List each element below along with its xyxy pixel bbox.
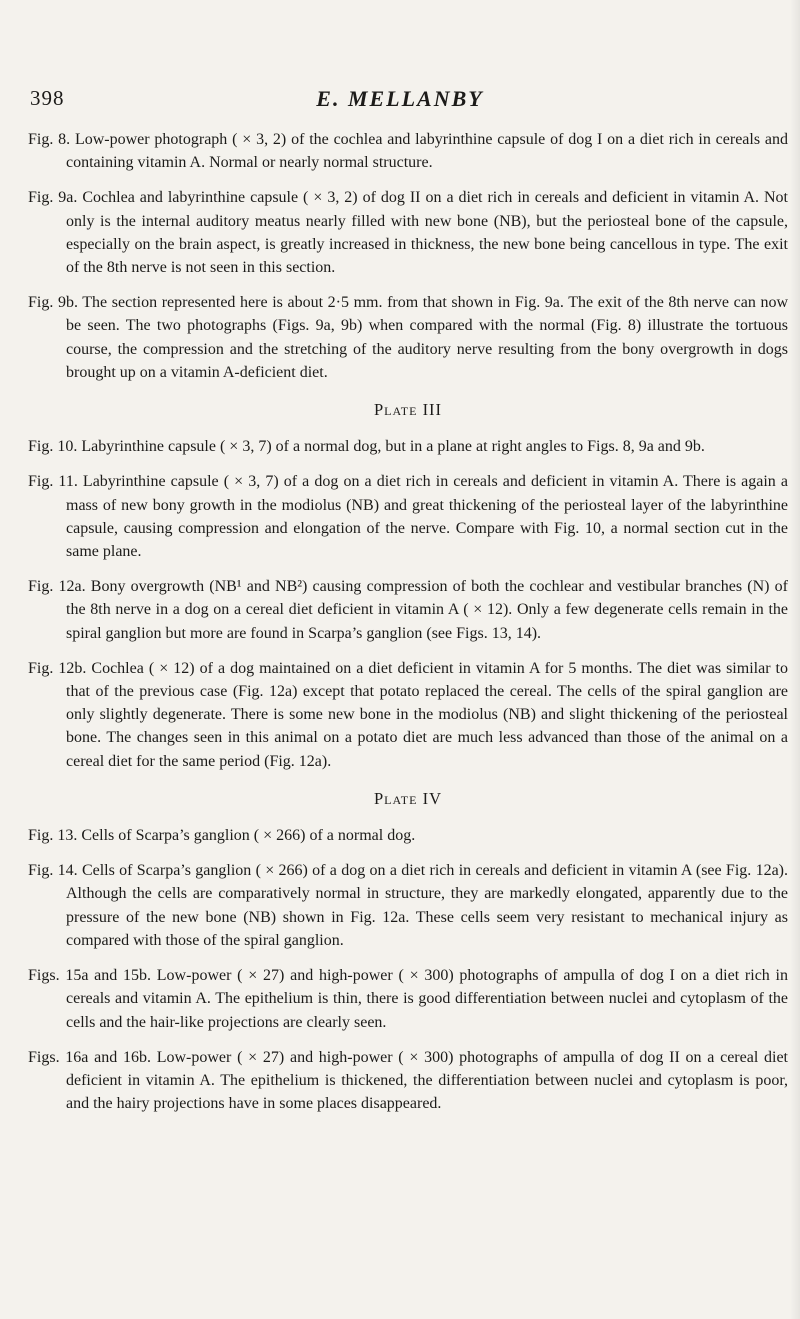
page-number: 398 — [30, 86, 65, 110]
legend-fig-12a: Fig. 12a. Bony overgrowth (NB¹ and NB²) causing compression of both the cochlear and vestibular branches (N) of the 8th nerve in a dog on a cereal diet deficient in vitamin A ( × 12). Only a few degenerate cells remain in the spiral ganglion but more are found in Scarpa’s ganglion (see Figs. 13, 14). — [28, 578, 788, 642]
legend-fig-8: Fig. 8. Low-power photograph ( × 3, 2) of the cochlea and labyrinthine capsule of dog I on a diet rich in cereals and containing vitamin A. Normal or nearly normal structure. — [28, 131, 788, 172]
legend-fig-14: Fig. 14. Cells of Scarpa’s ganglion ( × 266) of a dog on a diet rich in cereals and deficient in vitamin A (see Fig. 12a). Although the cells are comparatively normal in structure, they are markedly elongated, apparently due to the pressure of the new bone (NB) shown in Fig. 12a. These cells seem very resistant to mechanical injury as compared with those of the spiral ganglion. — [28, 862, 788, 949]
legend-figs-16: Figs. 16a and 16b. Low-power ( × 27) and high-power ( × 300) photographs of ampulla of dog II on a cereal diet deficient in vitamin A. The epithelium is thickened, the differentiation between nuclei and cytoplasm is poor, and the hairy projections have in some places disappeared. — [28, 1048, 788, 1113]
legend-fig-10: Fig. 10. Labyrinthine capsule ( × 3, 7) of a normal dog, but in a plane at right angles to Figs. 8, 9a and 9b. — [28, 438, 705, 456]
page-edge-shadow — [790, 0, 800, 1319]
legend-fig-13: Fig. 13. Cells of Scarpa’s ganglion ( × 266) of a normal dog. — [28, 827, 416, 845]
figure-legends — [28, 128, 788, 1127]
running-head: E. MELLANBY — [316, 86, 484, 111]
plate-heading-iv: Plate IV — [373, 788, 443, 808]
plate-heading-iii: Plate III — [373, 400, 443, 420]
legend-fig-12b: Fig. 12b. Cochlea ( × 12) of a dog maintained on a diet deficient in vitamin A for 5 months. The diet was similar to that of the previous case (Fig. 12a) except that potato replaced the cereal. The cells of the spiral ganglion are only slightly degenerate. There is some new bone in the modiolus (NB) and slight thickening of the periosteal bone. The changes seen in this animal on a potato diet are much less advanced than those of the animal on a cereal diet for the same period (Fig. 12a). — [28, 659, 788, 770]
legend-fig-9a: Fig. 9a. Cochlea and labyrinthine capsule ( × 3, 2) of dog II on a diet rich in cereals and deficient in vitamin A. Not only is the internal auditory meatus nearly filled with new bone (NB), but the periosteal bone of the capsule, especially on the brain aspect, is greatly increased in thickness, the new bone being cancellous in type. The exit of the 8th nerve is not seen in this section. — [28, 189, 788, 277]
legend-fig-11: Fig. 11. Labyrinthine capsule ( × 3, 7) of a dog on a diet rich in cereals and deficient in vitamin A. There is again a mass of new bony growth in the modiolus (NB) and great thickening of the periosteal layer of the labyrinthine capsule, causing compression and elongation of the nerve. Compare with Fig. 10, a normal section cut in the same plane. — [28, 473, 788, 561]
legend-fig-9b: Fig. 9b. The section represented here is about 2·5 mm. from that shown in Fig. 9a. The exit of the 8th nerve can now be seen. The two photographs (Figs. 9a, 9b) when compared with the normal (Fig. 8) illustrate the tortuous course, the compression and the stretching of the auditory nerve resulting from the bony overgrowth in dogs brought up on a vitamin A-deficient diet. — [28, 294, 788, 381]
legend-figs-15: Figs. 15a and 15b. Low-power ( × 27) and high-power ( × 300) photographs of ampulla of dog I on a diet rich in cereals and vitamin A. The epithelium is thin, there is good differentiation between nuclei and cytoplasm of the cells and the hair-like projections are clearly seen. — [28, 967, 788, 1031]
page-header — [30, 86, 770, 116]
